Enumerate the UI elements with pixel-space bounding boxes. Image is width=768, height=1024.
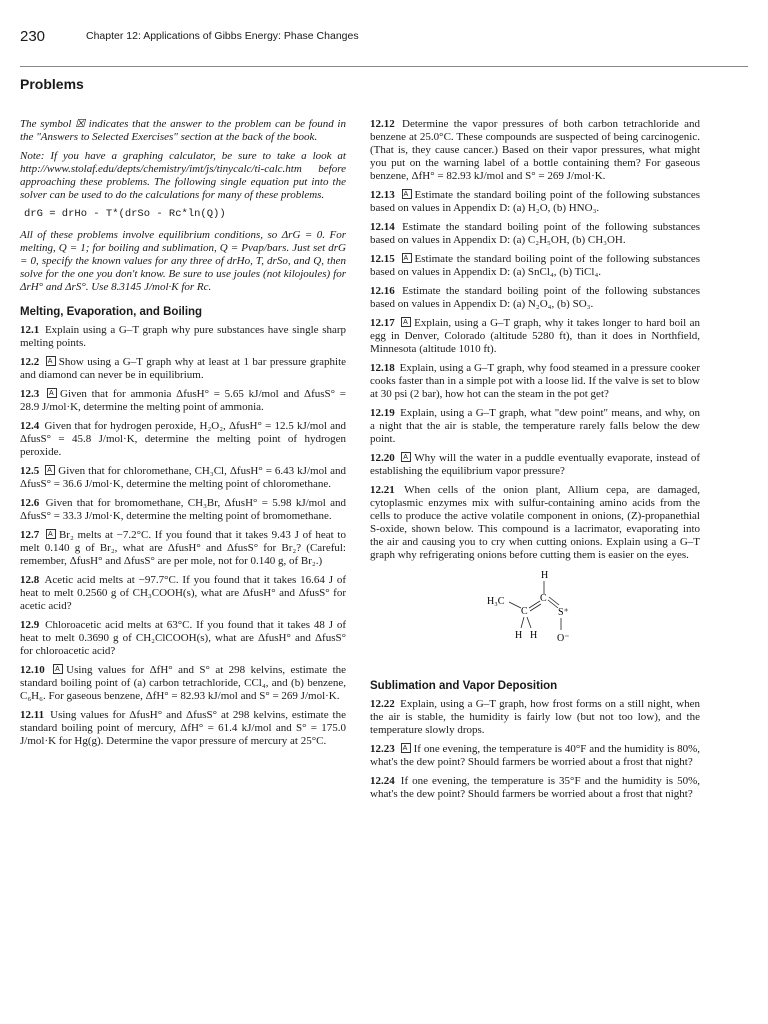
problem	[20, 497, 346, 523]
problem-text: Chloroacetic acid melts at 63°C. If you found that it takes 48 J of heat to melt 0.3690 g of CH₂ClCOOH(s), what are ΔfusH° and ΔfusS° for chloroacetic acid?	[20, 619, 347, 657]
structure-atom-label: C	[521, 606, 528, 617]
problem-number: 12.10	[20, 664, 45, 676]
problem-number: 12.5	[20, 465, 40, 477]
problem	[370, 285, 700, 311]
problem-number: 12.3	[20, 388, 40, 400]
problem	[370, 407, 700, 446]
problem-number: 12.2	[20, 356, 40, 368]
problem	[370, 221, 700, 247]
bond-line	[509, 602, 521, 608]
page-number: 230	[20, 28, 46, 45]
problem-text: Why will the water in a puddle eventually evaporate, instead of establishing the equilibrium vapor pressure?	[370, 452, 701, 477]
problem-number: 12.13	[370, 189, 395, 201]
problem-text: Br₂ melts at −7.2°C. If you found that it takes 9.43 J of heat to melt 0.140 g of Br₂, what are ΔfusH° and ΔfusS° for Br₂? (Careful: remember, ΔfusH° and ΔfusS° are per mole, not for 0.140 g, of Br₂.)	[20, 529, 346, 567]
chapter-title: Chapter 12: Applications of Gibbs Energy: Phase Changes	[86, 30, 359, 42]
subsection-heading: Melting, Evaporation, and Boiling	[20, 306, 203, 318]
problem-text: Explain, using a G–T graph, why it takes longer to hard boil an egg in Denver, Colorado (altitude 5280 ft), than it does in Northfield, Minnesota (altitude 1010 ft).	[370, 317, 700, 355]
left-column	[20, 118, 346, 754]
problem	[20, 420, 346, 459]
answer-available-icon	[401, 452, 411, 462]
problem-text: When cells of the onion plant, Allium cepa, are damaged, cytoplasmic enzymes mix with sulfur-containing amino acids from the cells to produce the active volatile component in onions, (Z)-propanethial S-oxide, shown below. This compound is a lacrimator, evaporating into the air and causing you to cry when cutting onions. Explain using a G–T graph why refrigerating onions before cutting them is easier on the eyes.	[370, 484, 700, 561]
problem-number: 12.7	[20, 529, 40, 541]
problem-number: 12.9	[20, 619, 40, 631]
problem-number: 12.6	[20, 497, 40, 509]
problem	[370, 743, 700, 769]
problem-text: Show using a G–T graph why at least at 1 bar pressure graphite and diamond can never be in equilibrium.	[20, 356, 347, 381]
problem-text: Given that for chloromethane, CH₃Cl, ΔfusH° = 6.43 kJ/mol and ΔfusS° = 36.6 J/mol·K, determine the melting point of chloromethane.	[20, 465, 347, 490]
problem	[20, 664, 346, 703]
section-title: Problems	[20, 76, 84, 92]
answer-available-icon	[45, 465, 55, 475]
answer-available-icon	[402, 189, 412, 199]
problem	[370, 317, 700, 356]
problem-number: 12.24	[370, 775, 395, 787]
problem	[370, 775, 700, 801]
problem-number: 12.16	[370, 285, 395, 297]
answer-available-icon	[401, 317, 411, 327]
structure-atom-label: O⁻	[557, 633, 570, 644]
problem-text: Explain, using a G–T graph, how frost forms on a still night, when the air is stable, the humidity is fairly low (but not too low), and the temperature slowly drops.	[370, 698, 700, 736]
bond-line	[529, 601, 540, 608]
intro-instructions: All of these problems involve equilibrium conditions, so ΔrG = 0. For melting, Q = 1; for boiling and sublimation, Q = Pvap/bars. Just set drG = 0, specify the known values for any three of drHo, T, drSo, and Q, then solve for the one you don't know. Be sure to use joules (not kilojoules) for ΔrH° and ΔrS°. Use 8.3145 J/mol·K for Rc.	[20, 229, 346, 293]
answer-available-icon	[401, 743, 411, 753]
problem-number: 12.23	[370, 743, 395, 755]
structure-atom-label: H₃C	[487, 596, 505, 607]
structure-atom-label: H	[515, 630, 523, 641]
problem	[20, 574, 346, 613]
solver-equation: drG = drHo - T*(drSo - Rc*ln(Q))	[24, 208, 226, 220]
problem-text: Acetic acid melts at −97.7°C. If you found that it takes 16.64 J of heat to melt 0.2560 g of CH₃COOH(s), what are ΔfusH° and ΔfusS° for acetic acid?	[20, 574, 346, 612]
problem-number: 12.21	[370, 484, 395, 496]
problem-text: Estimate the standard boiling point of the following substances based on values in Appendix D: (a) N₂O₄, (b) SO₃.	[370, 285, 701, 310]
problem	[370, 118, 700, 183]
problem-number: 12.1	[20, 324, 40, 336]
problem-text: Estimate the standard boiling point of the following substances based on values in Appendix D: (a) C₂H₅OH, (b) CH₃OH.	[370, 221, 701, 246]
right-column	[370, 118, 700, 807]
bond-line	[548, 600, 558, 608]
problem-text: Given that for hydrogen peroxide, H₂O₂, ΔfusH° = 12.5 kJ/mol and ΔfusS° = 45.8 J/mol·K, determine the melting point of hydrogen peroxide.	[20, 420, 347, 458]
problem	[370, 362, 700, 401]
problem-number: 12.18	[370, 362, 395, 374]
problem-text: Explain using a G–T graph why pure substances have single sharp melting points.	[20, 324, 347, 349]
intro-note: Note: If you have a graphing calculator, be sure to take a look at http://www.stolaf.edu/depts/chemistry/imt/js/tinycalc/ti-calc.htm before approaching these problems. The following single equation put into the solver can be used to do the calculations for many of these problems.	[20, 150, 346, 201]
problem-number: 12.4	[20, 420, 40, 432]
problem-text: Explain, using a G–T graph, what "dew point" means, and why, on a night that the air is stable, the temperature rarely falls below the dew point.	[370, 407, 701, 445]
problem-number: 12.19	[370, 407, 395, 419]
structure-atom-label: C	[540, 593, 547, 604]
running-header	[20, 28, 748, 48]
problem	[20, 465, 346, 491]
propanethial-s-oxide-structure	[485, 568, 595, 644]
problem-number: 12.17	[370, 317, 395, 329]
problem	[370, 452, 700, 478]
problem-text: Using values for ΔfH° and S° at 298 kelvins, estimate the standard boiling point of (a) carbon tetrachloride, CCl₄, and (b) benzene, C₆H₆. For gaseous benzene, ΔfH° = 82.93 kJ/mol and S° = 269 J/mol·K.	[20, 664, 347, 702]
problem-number: 12.14	[370, 221, 395, 233]
intro-paragraph: The symbol ☒ indicates that the answer to the problem can be found in the "Answers to Selected Exercises" section at the back of the book.	[20, 118, 346, 143]
problem-number: 12.15	[370, 253, 395, 265]
problem-text: Given that for bromomethane, CH₃Br, ΔfusH° = 5.98 kJ/mol and ΔfusS° = 33.3 J/mol·K, determine the melting point of bromomethane.	[20, 497, 346, 522]
problem-number: 12.11	[20, 709, 45, 721]
problem	[370, 484, 700, 562]
structure-atom-label: S⁺	[558, 607, 569, 618]
problem-number: 12.22	[370, 698, 395, 710]
problem	[20, 324, 346, 350]
problem-text: Estimate the standard boiling point of the following substances based on values in Appendix D: (a) SnCl₄, (b) TiCl₄.	[370, 253, 700, 278]
problem-text: Given that for ammonia ΔfusH° = 5.65 kJ/mol and ΔfusS° = 28.9 J/mol·K, determine the melting point of ammonia.	[20, 388, 346, 413]
problem	[20, 388, 346, 414]
structure-atom-label: H	[530, 630, 538, 641]
problem	[370, 253, 700, 279]
answer-available-icon	[47, 388, 57, 398]
answer-available-icon	[402, 253, 412, 263]
problem-number: 12.20	[370, 452, 395, 464]
answer-available-icon	[46, 529, 56, 539]
problem	[20, 356, 346, 382]
header-divider	[20, 66, 748, 67]
problem-text: If one evening, the temperature is 35°F and the humidity is 50%, what's the dew point? Should farmers be worried about a frost that night?	[370, 775, 701, 800]
answer-available-icon	[46, 356, 56, 366]
problem-text: Using values for ΔfusH° and ΔfusS° at 298 kelvins, estimate the standard boiling point of mercury, ΔfH° = 61.4 kJ/mol and S° = 175.0 J/mol·K for Hg(g). Determine the vapor pressure of mercury at 25°C.	[20, 709, 346, 747]
problem	[370, 189, 700, 215]
problem-number: 12.12	[370, 118, 395, 130]
problem-text: If one evening, the temperature is 40°F and the humidity is 80%, what's the dew point? Should farmers be worried about a frost that night?	[370, 743, 701, 768]
structure-atom-label: H	[541, 570, 549, 581]
problem-text: Determine the vapor pressures of both carbon tetrachloride and benzene at 25.0°C. These compounds are suspected of being carcinogenic. (That is, they cause cancer.) Based on their vapor pressures, what might you put on the warning label of a bottle containing them? For gaseous benzene, ΔfH° = 82.93 kJ/mol and S° = 269 J/mol·K.	[370, 118, 701, 182]
problem	[20, 619, 346, 658]
bond-line	[527, 617, 531, 628]
problem-text: Explain, using a G–T graph, why food steamed in a pressure cooker cooks faster than in a simple pot with a loose lid. If the valve is set to blow at 30 psi (2 bar), how hot can the steam in the pot get?	[370, 362, 701, 400]
problem	[20, 709, 346, 748]
bond-line	[549, 597, 559, 605]
problem-number: 12.8	[20, 574, 40, 586]
problem	[20, 529, 346, 568]
bond-line	[530, 604, 541, 611]
problem-text: Estimate the standard boiling point of the following substances based on values in Appendix D: (a) H₂O, (b) HNO₃.	[370, 189, 700, 214]
subsection-heading: Sublimation and Vapor Deposition	[370, 680, 558, 692]
answer-available-icon	[53, 664, 63, 674]
problem	[370, 698, 700, 737]
bond-line	[521, 617, 524, 628]
